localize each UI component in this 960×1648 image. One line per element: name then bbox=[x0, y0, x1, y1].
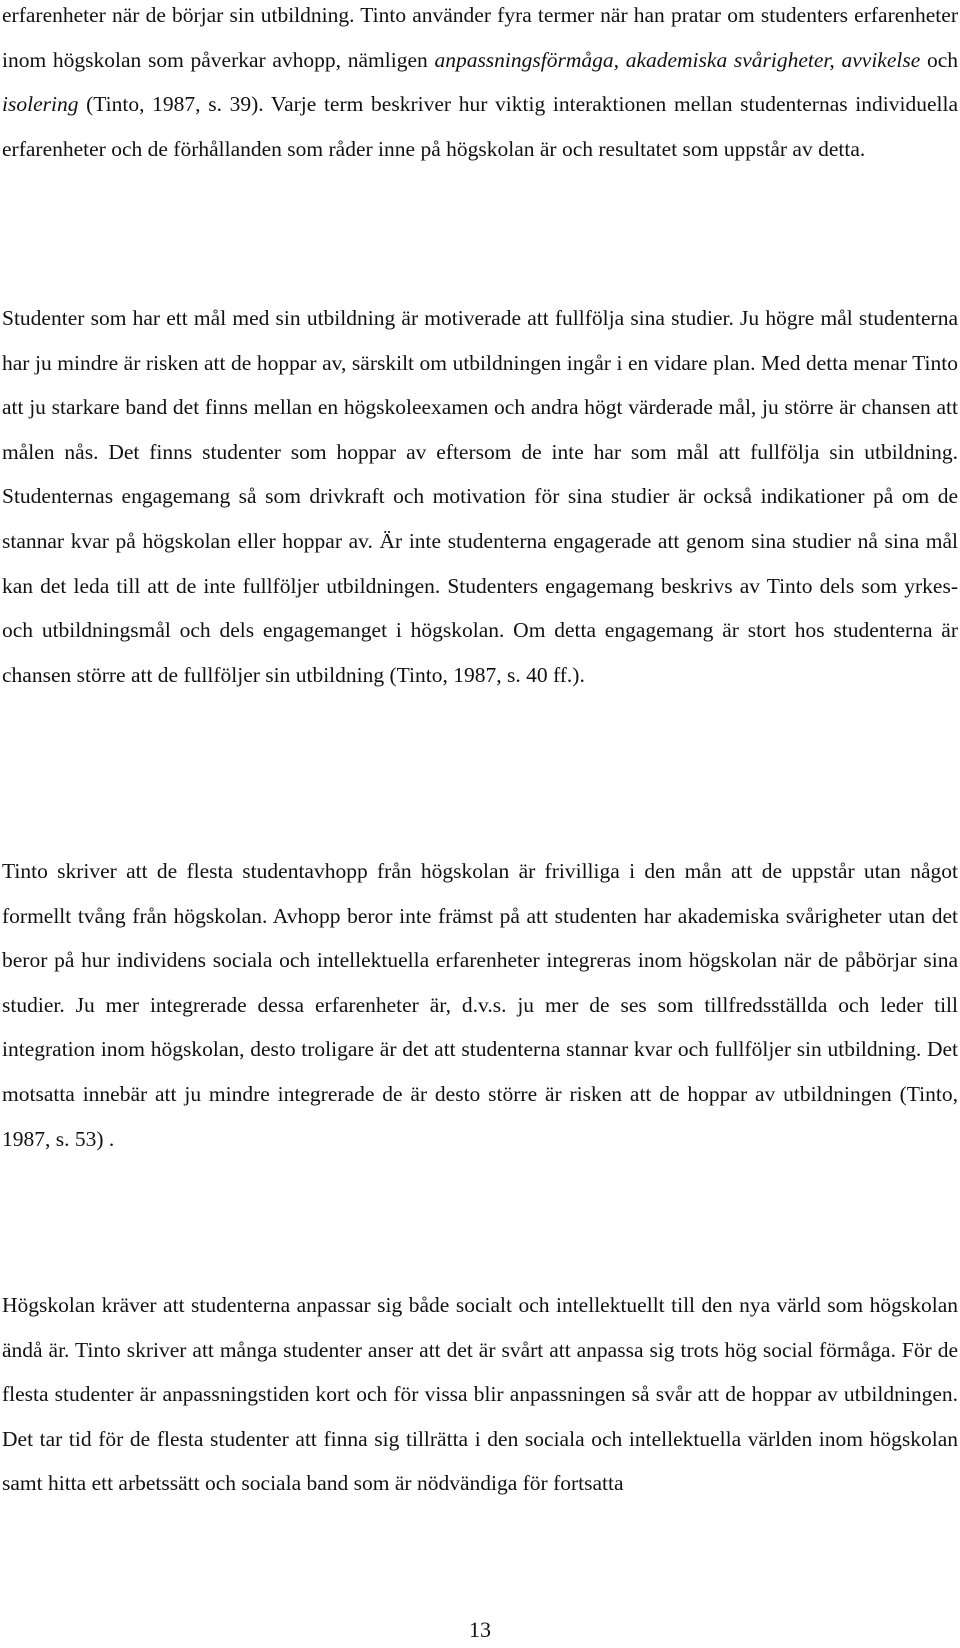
paragraph-2 bbox=[2, 296, 958, 697]
page-number: 13 bbox=[469, 1617, 491, 1642]
paragraph-4-text: Högskolan kräver att studenterna anpassar sig både socialt och intellektuellt till den nya värld som högskolan ändå är. Tinto skriver att många studenter anser att det är svårt att anpassa sig trots hög social förmåga. För de flesta studenter är anpassningstiden kort och för vissa blir anpassningen så svår att de hoppar av utbildningen. Det tar tid för de flesta studenter att finna sig tillrätta i den sociala och intellektuella världen inom högskolan samt hitta ett arbetssätt och sociala band som är nödvändiga för fortsatta bbox=[2, 1293, 958, 1496]
paragraph-3-text: Tinto skriver att de flesta studentavhopp från högskolan är frivilliga i den mån att de uppstår utan något formellt tvång från högskolan. Avhopp beror inte främst på att studenten har akademiska svårigheter utan det beror på hur individens sociala och intellektuella erfarenheter integreras inom högskolan när de påbörjar sina studier. Ju mer integrerade dessa erfarenheter är, d.v.s. ju mer de ses som tillfredsställda och leder till integration inom högskolan, desto troligare är det att studenterna stannar kvar och fullföljer sin utbildning. Det motsatta innebär att ju mindre integrerade de är desto större är risken att de hoppar av utbildningen (Tinto, 1987, s. 53) . bbox=[2, 859, 958, 1151]
paragraph-3 bbox=[2, 849, 958, 1161]
paragraph-2-text: Studenter som har ett mål med sin utbildning är motiverade att fullfölja sina studier. Ju högre mål studenterna har ju mindre är risken att de hoppar av, särskilt om utbildningen ingår i en vidare plan. Med detta menar Tinto att ju starkare band det finns mellan en högskoleexamen och andra högt värderade mål, ju större är chansen att målen nås. Det finns studenter som hoppar av eftersom de inte har som mål att fullfölja sin utbildning. Studenternas engagemang så som drivkraft och motivation för sina studier är också indikationer på om de stannar kvar på högskolan eller hoppar av. Är inte studenterna engagerade att genom sina studier nå sina mål kan det leda till att de inte fullföljer utbildningen. Studenters engagemang beskrivs av Tinto dels som yrkes- och utbildningsmål och dels engagemanget i högskolan. Om detta engagemang är stort hos studenterna är chansen större att de fullföljer sin utbildning (Tinto, 1987, s. 40 ff.). bbox=[2, 306, 958, 687]
paragraph-1 bbox=[2, 0, 958, 171]
paragraph-1-text-1: erfarenheter när de börjar sin utbildning. Tinto använder fyra termer när han pratar om studenters erfarenheter inom högskolan som påverkar avhopp, nämligen bbox=[2, 3, 958, 72]
paragraph-1-italic-terms: anpassningsförmåga, akademiska svårigheter, avvikelse bbox=[434, 47, 921, 72]
paragraph-1-italic-isolering: isolering bbox=[2, 92, 79, 117]
paragraph-1-text-3: (Tinto, 1987, s. 39). Varje term beskriver hur viktig interaktionen mellan studenternas individuella erfarenheter och de förhållanden som råder inne på högskolan är och resultatet som uppstår av detta. bbox=[2, 92, 958, 161]
paragraph-4 bbox=[2, 1283, 958, 1506]
paragraph-1-text-2: och bbox=[920, 47, 958, 72]
